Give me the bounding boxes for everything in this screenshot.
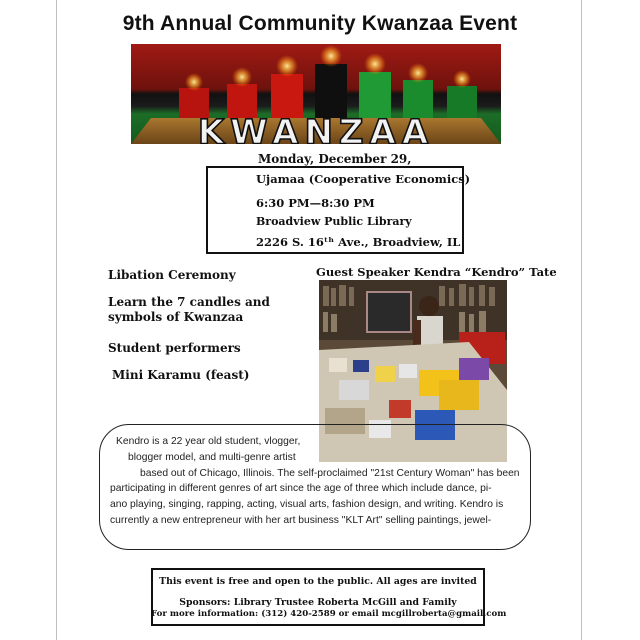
- event-principle: Ujamaa (Cooperative Economics): [256, 172, 471, 186]
- bio-line: Kendro is a 22 year old student, vlogger,: [116, 436, 301, 447]
- event-time: 6:30 PM—8:30 PM: [256, 196, 375, 210]
- activity-candles: Learn the 7 candles and: [108, 295, 270, 309]
- bio-line: based out of Chicago, Illinois. The self-proclaimed "21st Century Woman" has been: [140, 467, 520, 479]
- activity-performers: Student performers: [108, 341, 241, 355]
- guest-bio: [104, 434, 528, 529]
- activity-karamu: Mini Karamu (feast): [112, 368, 250, 382]
- event-date: Monday, December 29,: [258, 152, 412, 166]
- kwanzaa-banner-graphic: [131, 44, 501, 144]
- footer-contact: For more information: (312) 420-2589 or email mcgillroberta@gmail.com: [151, 609, 507, 619]
- event-address: 2226 S. 16ᵗʰ Ave., Broadview, IL: [256, 235, 461, 249]
- footer-sponsors: Sponsors: Library Trustee Roberta McGill and Family: [179, 597, 457, 608]
- event-venue: Broadview Public Library: [256, 215, 412, 228]
- page-title: 9th Annual Community Kwanzaa Event: [122, 12, 518, 35]
- candle-green-1: [359, 72, 391, 118]
- guest-speaker-label: Guest Speaker Kendra “Kendro” Tate: [316, 265, 557, 279]
- candle-red-3: [271, 74, 303, 118]
- footer-free-text: This event is free and open to the public. All ages are invited: [159, 576, 477, 587]
- kwanzaa-banner: [131, 44, 501, 144]
- candle-black: [315, 64, 347, 118]
- bio-line: currently a new entrepreneur with her art business "KLT Art" selling paintings, jewel-: [110, 514, 492, 526]
- bio-line: participating in different genres of art since the age of three which include dance, pi-: [110, 483, 492, 495]
- candle-green-3: [447, 86, 477, 118]
- activity-libation: Libation Ceremony: [108, 268, 236, 282]
- activity-candles-cont: symbols of Kwanzaa: [108, 310, 244, 324]
- banner-text: KWANZAA: [197, 112, 435, 144]
- bio-line: ano playing, singing, rapping, acting, visual arts, fashion design, and writing. Kendro is: [110, 499, 504, 511]
- bio-line: blogger model, and multi-genre artist: [128, 451, 296, 463]
